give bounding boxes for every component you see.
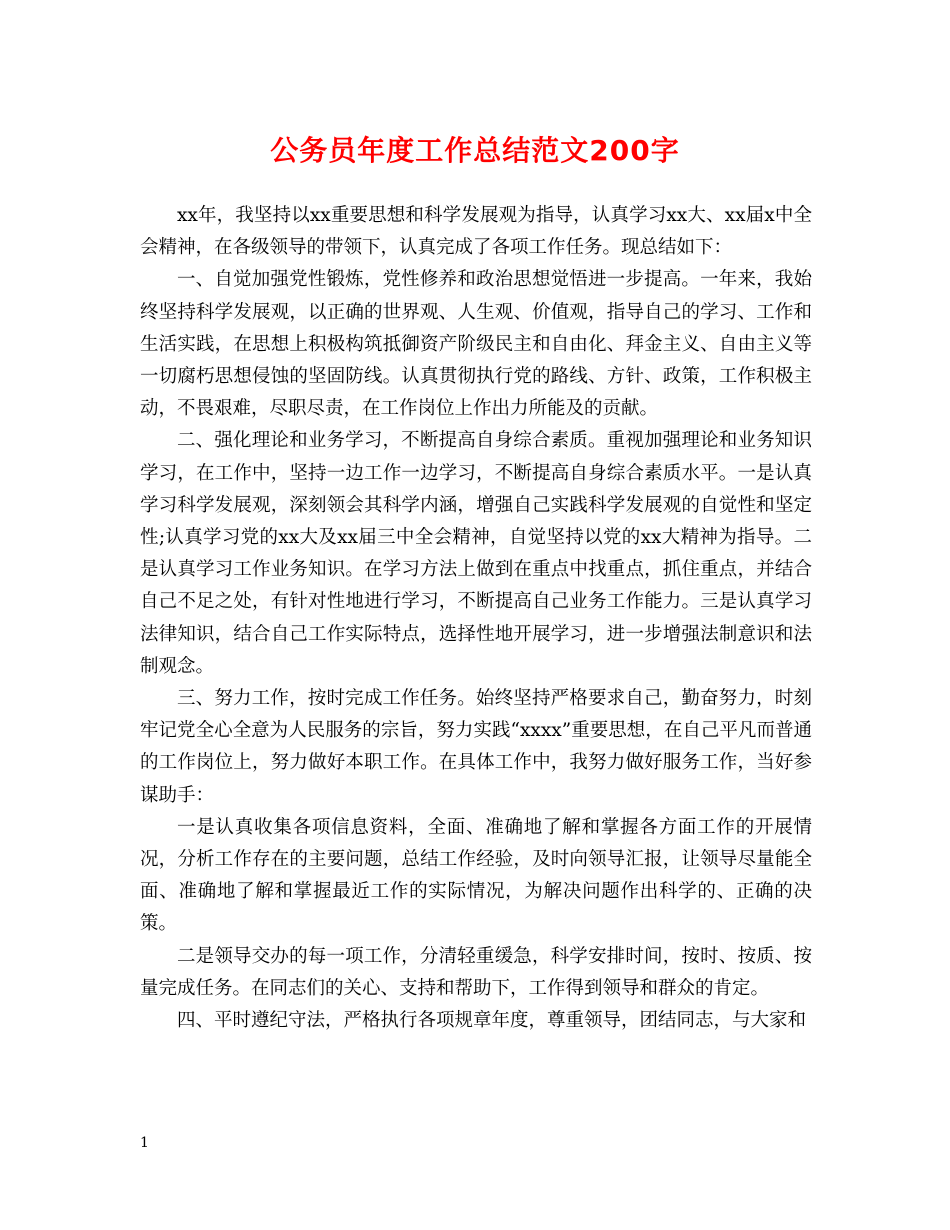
paragraph-section-2: 二、强化理论和业务学习，不断提高自身综合素质。重视加强理论和业务知识学习，在工作中，坚持一边工作一边学习，不断提高自身综合素质水平。一是认真学习科学发展观，深刻领会其科学内涵，增强自己实践科学发展观的自觉性和坚定性;认真学习党的xx大及xx届三中全会精神，自觉坚持以党的xx大精神为指导。二是认真学习工作业务知识。在学习方法上做到在重点中找重点，抓住重点，并结合自己不足之处，有针对性地进行学习，不断提高自己业务工作能力。三是认真学习法律知识，结合自己工作实际特点，选择性地开展学习，进一步增强法制意识和法制观念。: [140, 430, 812, 677]
paragraph-section-3-item-2: 二是领导交办的每一项工作，分清轻重缓急，科学安排时间，按时、按质、按量完成任务。在同志们的关心、支持和帮助下，工作得到领导和群众的肯定。: [140, 945, 812, 999]
document-title: 公务员年度工作总结范文200字: [270, 134, 680, 167]
paragraph-intro: xx年，我坚持以xx重要思想和科学发展观为指导，认真学习xx大、xx届x中全会精神，在各级领导的带领下，认真完成了各项工作任务。现总结如下：: [140, 205, 812, 259]
page-number: 1: [140, 1135, 149, 1151]
paragraph-section-3: 三、努力工作，按时完成工作任务。始终坚持严格要求自己，勤奋努力，时刻牢记党全心全意为人民服务的宗旨，努力实践“xxxx”重要思想，在自己平凡而普通的工作岗位上，努力做好本职工作。在具体工作中，我努力做好服务工作，当好参谋助手：: [140, 688, 812, 806]
paragraph-section-1: 一、自觉加强党性锻炼，党性修养和政治思想觉悟进一步提高。一年来，我始终坚持科学发展观，以正确的世界观、人生观、价值观，指导自己的学习、工作和生活实践，在思想上积极构筑抵御资产阶级民主和自由化、拜金主义、自由主义等一切腐朽思想侵蚀的坚固防线。认真贯彻执行党的路线、方针、政策，工作积极主动，不畏艰难，尽职尽责，在工作岗位上作出力所能及的贡献。: [140, 269, 812, 420]
paragraph-section-3-item-1: 一是认真收集各项信息资料，全面、准确地了解和掌握各方面工作的开展情况，分析工作存在的主要问题，总结工作经验，及时向领导汇报，让领导尽量能全面、准确地了解和掌握最近工作的实际情况，为解决问题作出科学的、正确的决策。: [140, 816, 812, 935]
document-body: [140, 200, 812, 1037]
paragraph-section-4: 四、平时遵纪守法，严格执行各项规章年度，尊重领导，团结同志，与大家和: [177, 1010, 807, 1032]
